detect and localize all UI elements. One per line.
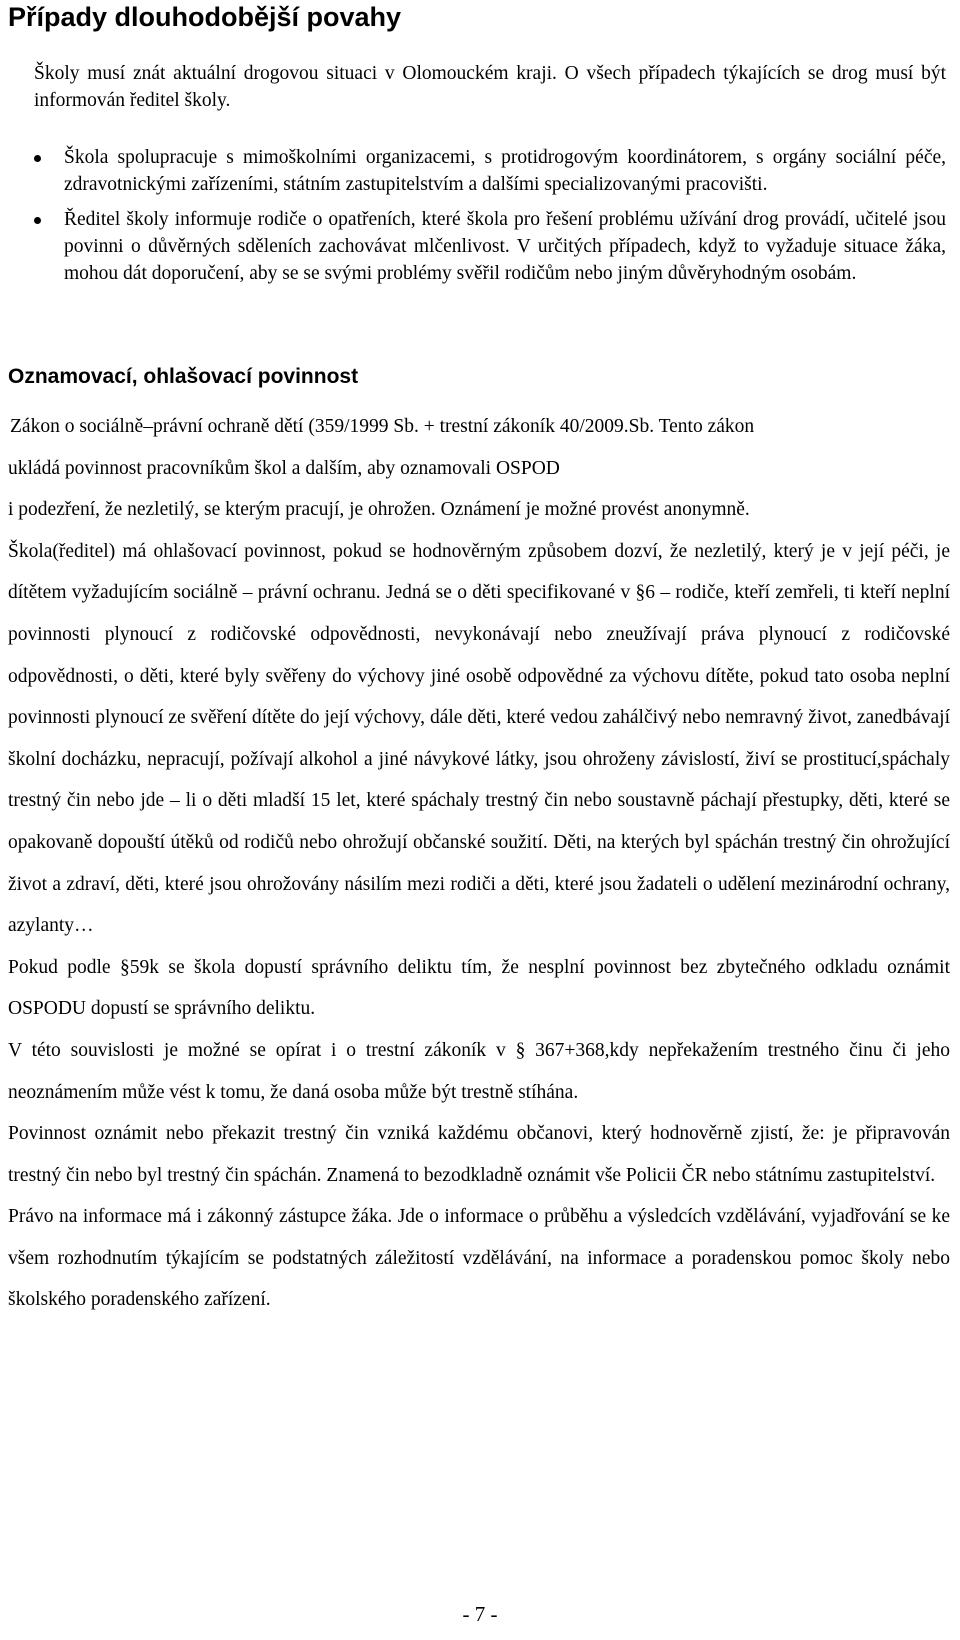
body-paragraph: Škola(ředitel) má ohlašovací povinnost, pokud se hodnověrným způsobem dozví, že nezletilý, který je v její péči, je dítětem vyžadujícím sociálně – právní ochranu. Jedná se o děti specifikované v §6 – rodiče, kteří zemřeli, ti kteří neplní povinnosti plynoucí z rodičovské odpovědnosti, nevykonávají nebo zneužívají práva plynoucí z rodičovské odpovědnosti, o děti, které byly svěřeny do výchovy jiné osobě odpovědné za výchovu dítěte, pokud tato osoba neplní povinnosti plynoucí ze svěření dítěte do její výchovy, dále děti, které vedou zahálčivý nebo nemravný život, zanedbávají školní docházku, nepracují, požívají alkohol a jiné návykové látky, jsou ohroženy závislostí, živí se prostitucí,spáchaly trestný čin nebo jde – li o děti mladší 15 let, které spáchaly trestný čin nebo soustavně páchají přestupky, děti, které se opakovaně dopouští útěků od rodičů nebo ohrožují občanské soužití. Děti, na kterých byl spáchán trestný čin ohrožující život a zdraví, děti, které jsou ohrožovány násilím mezi rodiči a děti, které jsou žadateli o udělení mezinárodní ochrany, azylanty…	[8, 540, 950, 937]
body-paragraph: Pokud podle §59k se škola dopustí správního deliktu tím, že nesplní povinnost bez zbytečného odkladu oznámit OSPODU dopustí se správního deliktu.	[8, 956, 950, 1020]
section-heading: Oznamovací, ohlašovací povinnost	[8, 365, 359, 388]
body-paragraph: V této souvislosti je možné se opírat i o trestní zákoník v § 367+368,kdy nepřekažením trestného činu či jeho neoznámením může vést k tomu, že daná osoba může být trestně stíhána.	[8, 1039, 950, 1103]
page-title: Případy dlouhodobější povahy	[8, 2, 402, 32]
list-item-text: Škola spolupracuje s mimoškolními organizacemi, s protidrogovým koordinátorem, s orgány sociální péče, zdravotnickými zařízeními, státním zastupitelstvím a dalšími specializovanými pracovišti.	[64, 147, 946, 195]
bullet-icon	[34, 217, 41, 224]
section-body	[8, 406, 950, 1321]
page-number: - 7 -	[462, 1602, 498, 1626]
bullet-list	[34, 144, 946, 295]
intro-paragraph: Školy musí znát aktuální drogovou situaci v Olomouckém kraji. O všech případech týkajících se drog musí být informován ředitel školy.	[34, 63, 946, 111]
list-item	[64, 206, 946, 287]
list-item	[64, 144, 946, 198]
law-line: i podezření, že nezletilý, se kterým pracují, je ohrožen. Oznámení je možné provést anonymně.	[8, 499, 750, 521]
body-paragraph: Právo na informace má i zákonný zástupce žáka. Jde o informace o průběhu a výsledcích vzdělávání, vyjadřování se ke všem rozhodnutím týkajícím se podstatných záležitostí vzdělávání, na informace a poradenskou pomoc školy nebo školského poradenského zařízení.	[8, 1206, 950, 1311]
law-line: ukládá povinnost pracovníkům škol a dalším, aby oznamovali OSPOD	[8, 457, 560, 479]
list-item-text: Ředitel školy informuje rodiče o opatřeních, které škola pro řešení problému užívání drog provádí, učitelé jsou povinni o důvěrných sděleních zachovávat mlčenlivost. V určitých případech, když to vyžaduje situace žáka, mohou dát doporučení, aby se se svými problémy svěřil rodičům nebo jiným důvěryhodným osobám.	[64, 209, 946, 284]
law-line: Zákon o sociálně–právní ochraně dětí (359/1999 Sb. + trestní zákoník 40/2009.Sb. Tento zákon	[10, 416, 755, 437]
bullet-icon	[34, 155, 41, 162]
body-paragraph: Povinnost oznámit nebo překazit trestný čin vzniká každému občanovi, který hodnověrně zjistí, že: je připravován trestný čin nebo byl trestný čin spáchán. Znamená to bezodkladně oznámit vše Policii ČR nebo státnímu zastupitelství.	[8, 1123, 950, 1186]
